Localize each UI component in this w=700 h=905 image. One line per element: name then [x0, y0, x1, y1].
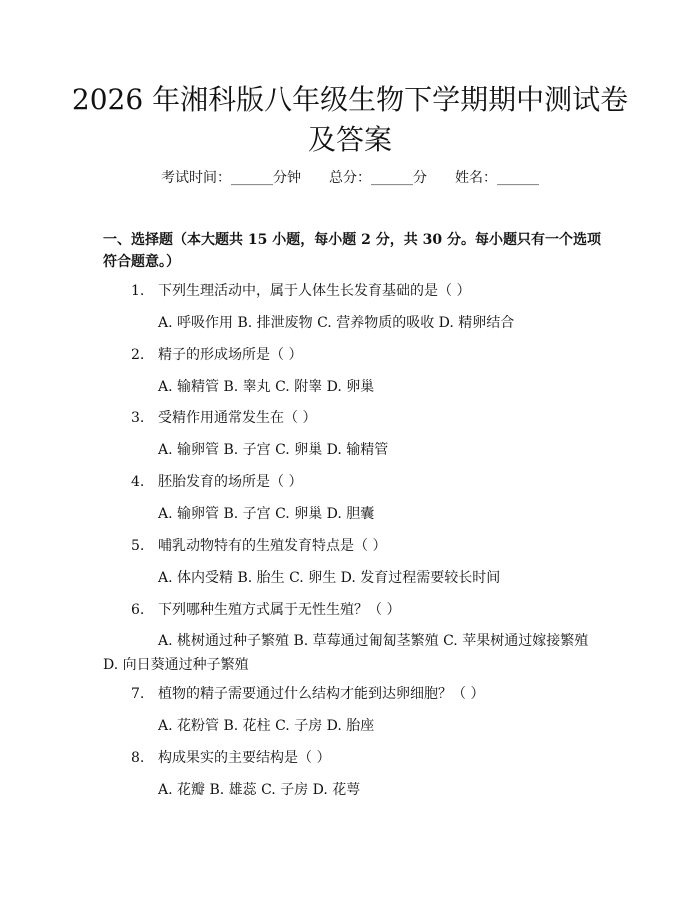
question-3-options: A. 输卵管 B. 子宫 C. 卵巢 D. 输精管	[158, 442, 389, 458]
question-7-options: A. 花粉管 B. 花柱 C. 子房 D. 胎座	[158, 718, 375, 734]
question-text: 哺乳动物特有的生殖发育特点是（ ）	[158, 538, 387, 554]
question-text: 下列哪种生殖方式属于无性生殖？（ ）	[158, 602, 401, 618]
question-text: 构成果实的主要结构是（ ）	[158, 750, 331, 766]
question-1-options: A. 呼吸作用 B. 排泄废物 C. 营养物质的吸收 D. 精卵结合	[158, 315, 515, 331]
question-8-options: A. 花瓣 B. 雄蕊 C. 子房 D. 花萼	[158, 782, 361, 798]
question-text: 受精作用通常发生在（ ）	[158, 410, 317, 426]
exam-title	[60, 80, 640, 160]
exam-info-line: 考试时间：______分钟 总分：______分 姓名：______	[161, 170, 539, 186]
question-2-options: A. 输精管 B. 睾丸 C. 附睾 D. 卵巢	[158, 379, 375, 395]
question-text: 精子的形成场所是（ ）	[158, 347, 303, 363]
question-6-options: A. 桃树通过种子繁殖 B. 草莓通过匍匐茎繁殖 C. 苹果树通过嫁接繁殖 D. 向日葵通过种子繁殖	[103, 633, 589, 673]
question-5-options: A. 体内受精 B. 胎生 C. 卵生 D. 发育过程需要较长时间	[158, 570, 501, 586]
question-text: 下列生理活动中，属于人体生长发育基础的是（ ）	[158, 283, 471, 299]
question-number: 2.	[131, 347, 145, 363]
question-number: 7.	[131, 686, 145, 702]
question-number: 4.	[131, 474, 145, 490]
title-line-1: 2026 年湘科版八年级生物下学期期中测试卷	[71, 83, 629, 116]
question-number: 1.	[131, 283, 145, 299]
question-number: 8.	[131, 750, 145, 766]
question-number: 5.	[131, 538, 145, 554]
question-text: 胚胎发育的场所是（ ）	[158, 474, 303, 490]
question-number: 6.	[131, 602, 145, 618]
question-4-options: A. 输卵管 B. 子宫 C. 卵巢 D. 胆囊	[158, 506, 375, 522]
question-text: 植物的精子需要通过什么结构才能到达卵细胞？（ ）	[158, 686, 485, 702]
question-number: 3.	[131, 410, 145, 426]
title-line-2: 及答案	[307, 123, 392, 156]
section-heading: 一、选择题（本大题共 15 小题，每小题 2 分，共 30 分。每小题只有一个选项符合题意。）	[103, 232, 601, 270]
